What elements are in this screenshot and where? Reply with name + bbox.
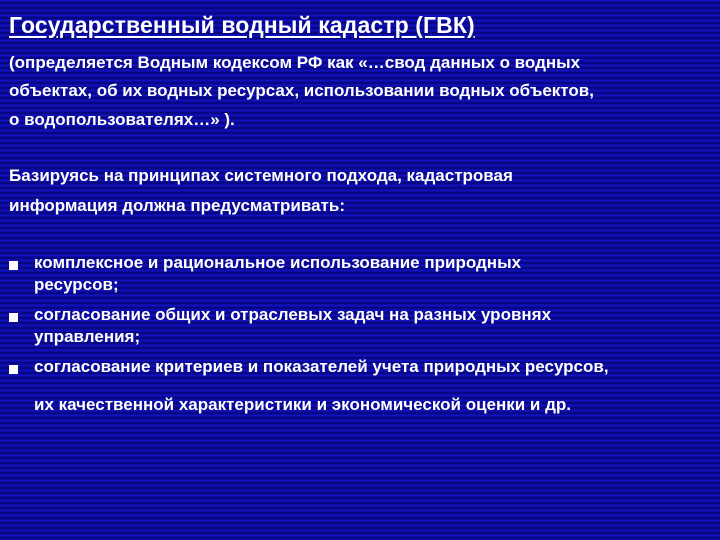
- bullet-text-line-2: их качественной характеристики и экономической оценки и др.: [34, 395, 572, 414]
- square-bullet-icon: [9, 313, 18, 322]
- intro-line-1: (определяется Водным кодексом РФ как «…свод данных о водных: [9, 53, 581, 72]
- bullet-text-line-1: согласование общих и отраслевых задач на разных уровнях: [34, 305, 552, 324]
- bullet-text-line-2: управления;: [34, 327, 141, 346]
- principle-line-2: информация должна предусматривать:: [9, 196, 345, 215]
- bullet-text-line-1: комплексное и рациональное использование природных: [34, 253, 522, 272]
- intro-line-2: объектах, об их водных ресурсах, использовании водных объектов,: [9, 81, 594, 100]
- principle-line-1: Базируясь на принципах системного подхода, кадастровая: [9, 166, 513, 185]
- slide-title: Государственный водный кадастр (ГВК): [9, 12, 475, 38]
- square-bullet-icon: [9, 261, 18, 270]
- bullet-text-line-2: ресурсов;: [34, 275, 119, 294]
- intro-line-3: о водопользователях…» ).: [9, 110, 235, 129]
- bullet-text-line-1: согласование критериев и показателей учета природных ресурсов,: [34, 357, 609, 376]
- square-bullet-icon: [9, 365, 18, 374]
